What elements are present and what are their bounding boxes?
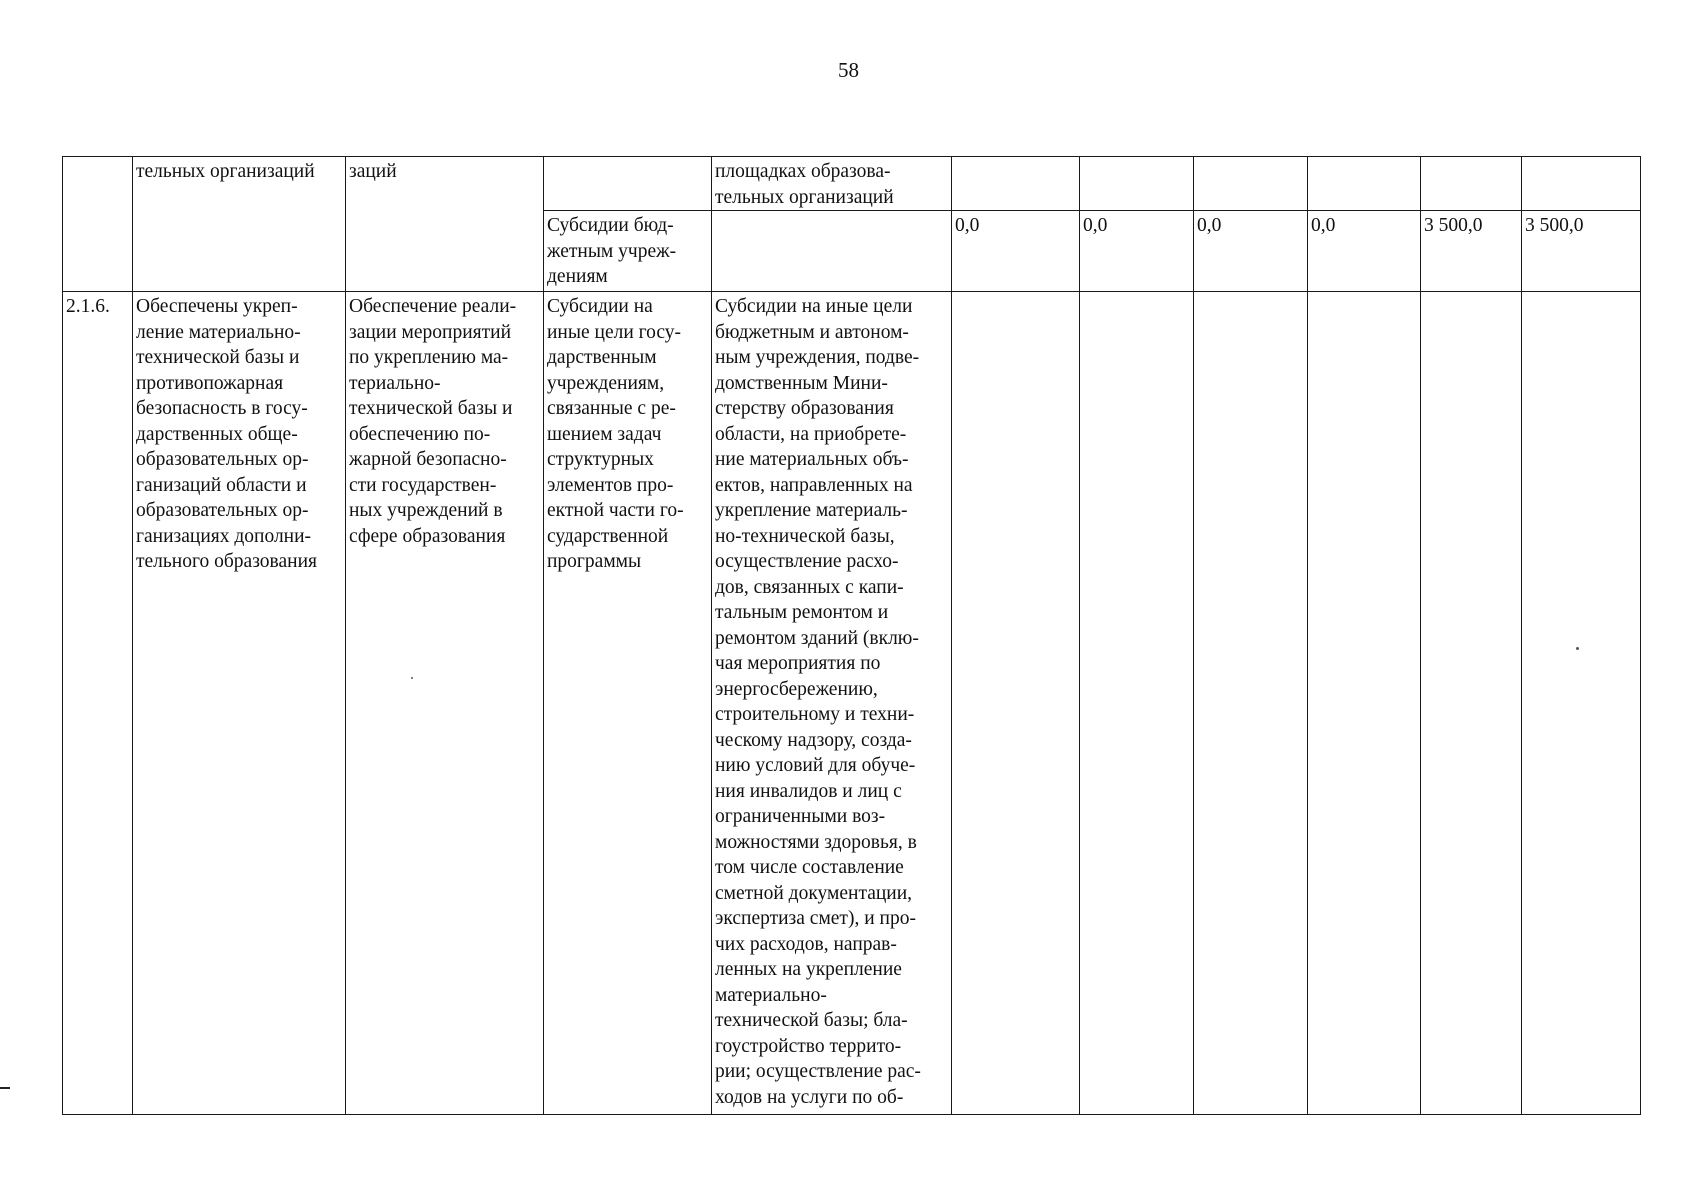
table-cell-expense-type: Субсидии бюд- жетным учреж- дениям bbox=[544, 211, 712, 292]
table-row bbox=[63, 157, 1641, 211]
table-cell-description: площадках образова- тельных организаций bbox=[712, 157, 952, 211]
table-cell-value bbox=[1308, 157, 1421, 211]
table-cell-value bbox=[1522, 157, 1641, 211]
table-cell-value bbox=[1080, 292, 1194, 1115]
scan-speck bbox=[1576, 647, 1579, 650]
table-cell-number: 2.1.6. bbox=[63, 292, 133, 1115]
scan-speck bbox=[411, 677, 413, 679]
table-cell-description: Субсидии на иные цели бюджетным и автоном- ным учреждения, подве- домственным Мини- стерству образования области, на приобрете- ние материальных объ- ектов, направленных на укрепление материаль- но-технической базы, осуществление расхо- дов, связанных с капи- тальным ремонтом и ремонтом зданий (вклю- чая мероприятия по энергосбережению, строительному и техни- ческому надзору, созда- нию условий для обуче- ния инвалидов и лиц с ограниченными воз- можностями здоровья, в том числе составление сметной документации, экспертиза смет), и про- чих расходов, направ- ленных на укрепление материально- технической базы; бла- гоустройство террито- рии; осуществление рас- ходов на услуги по об- bbox=[712, 292, 952, 1115]
table-cell-measure: заций bbox=[346, 157, 544, 292]
table-cell-value bbox=[1080, 157, 1194, 211]
table-cell-value bbox=[1421, 157, 1522, 211]
table-cell-value bbox=[1421, 292, 1522, 1115]
table-cell-description bbox=[712, 211, 952, 292]
table-cell-result: тельных организаций bbox=[133, 157, 346, 292]
table-cell-value bbox=[952, 292, 1080, 1115]
table-cell-measure: Обеспечение реали- зации мероприятий по укреплению ма- териально- технической базы и обеспечению по- жарной безопасно- сти государствен- ных учреждений в сфере образования bbox=[346, 292, 544, 1115]
table-cell-result: Обеспечены укреп- ление материально- технической базы и противопожарная безопасность в госу- дарственных обще- образовательных ор- ганизаций области и образовательных ор- ганизациях дополни- тельного образования bbox=[133, 292, 346, 1115]
margin-mark bbox=[0, 1087, 10, 1089]
page-number: 58 bbox=[838, 58, 859, 82]
table-cell-number bbox=[63, 157, 133, 292]
table-cell-value bbox=[952, 157, 1080, 211]
table-cell-expense-type: Субсидии на иные цели госу- дарственным учреждениям, связанные с ре- шением задач структурных элементов про- ектной части го- сударственной программы bbox=[544, 292, 712, 1115]
budget-table bbox=[62, 156, 1641, 1115]
table-cell-value: 0,0 bbox=[952, 211, 1080, 292]
table-cell-value bbox=[1194, 292, 1308, 1115]
table-cell-value bbox=[1308, 292, 1421, 1115]
table-cell-value: 0,0 bbox=[1308, 211, 1421, 292]
table-cell-value: 0,0 bbox=[1080, 211, 1194, 292]
table-cell-value: 3 500,0 bbox=[1522, 211, 1641, 292]
table-cell-value bbox=[1522, 292, 1641, 1115]
table-cell-expense-type bbox=[544, 157, 712, 211]
table-row bbox=[63, 292, 1641, 1115]
table-cell-value: 3 500,0 bbox=[1421, 211, 1522, 292]
table-cell-value: 0,0 bbox=[1194, 211, 1308, 292]
table-cell-value bbox=[1194, 157, 1308, 211]
